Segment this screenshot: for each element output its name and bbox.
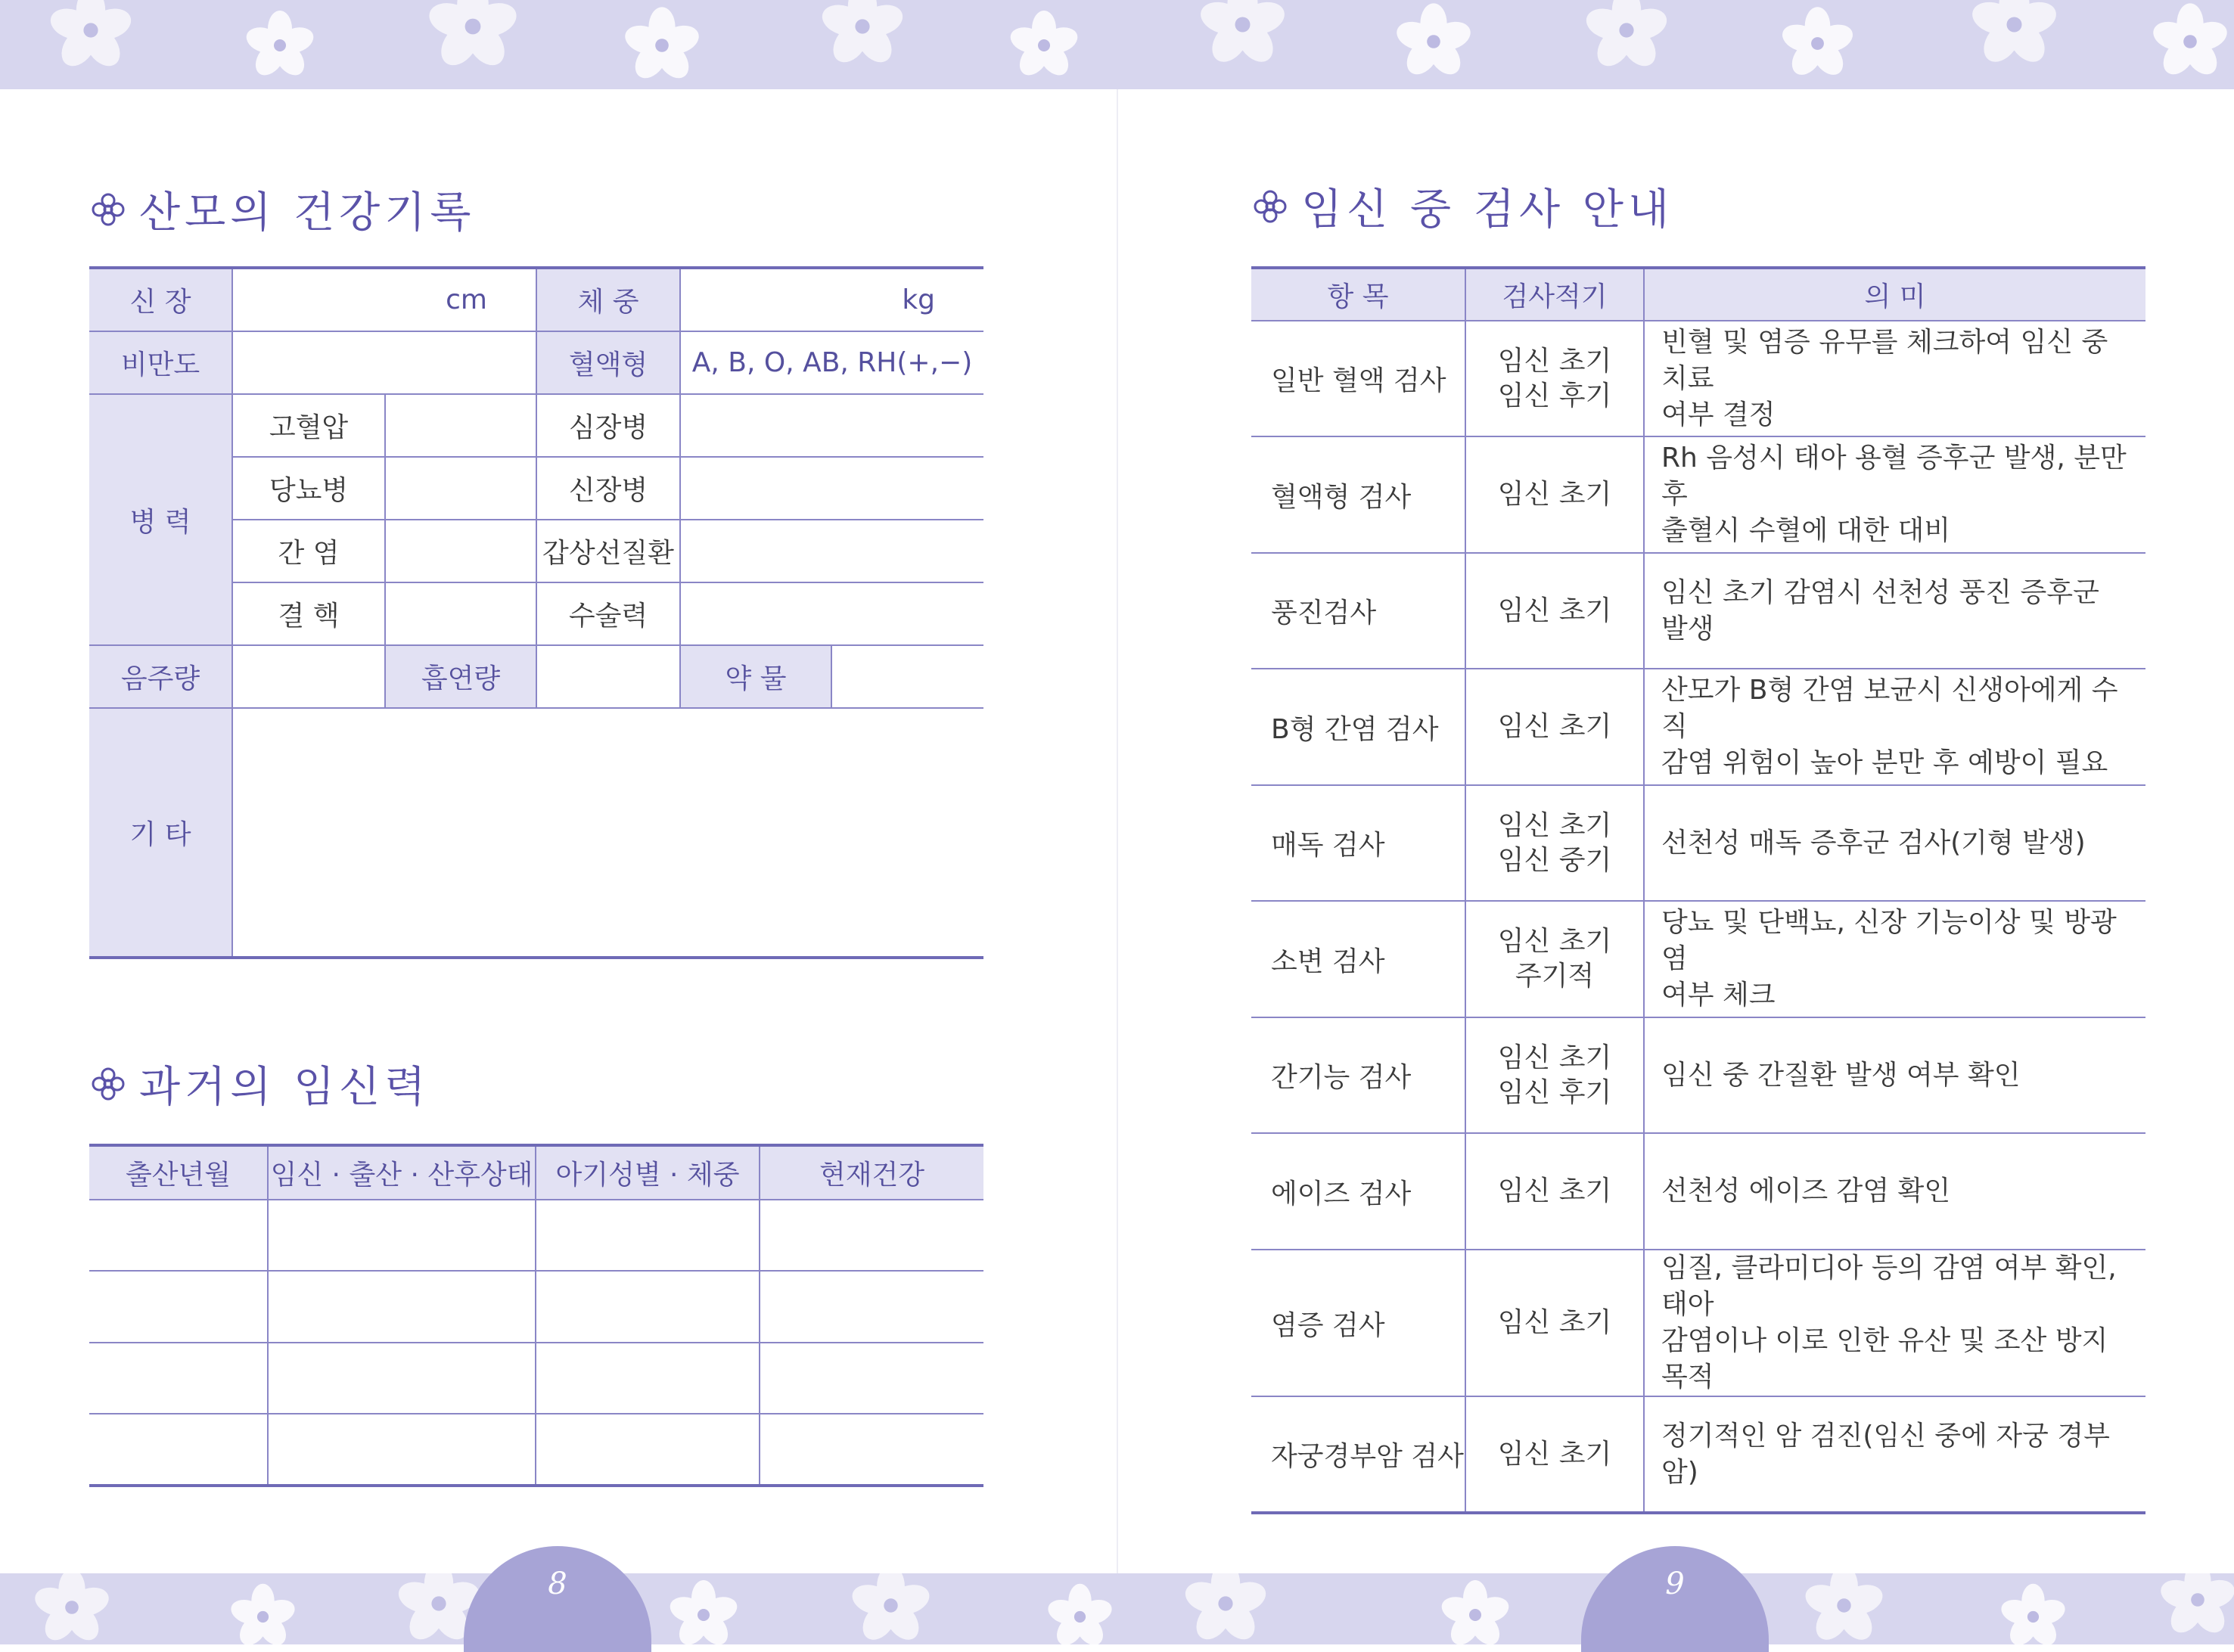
test-timing-line: 임신 초기 — [1497, 1438, 1612, 1470]
test-timing-line: 임신 후기 — [1497, 1076, 1612, 1108]
history-item: 신장병 — [536, 457, 680, 520]
page-number-left: 8 — [464, 1546, 651, 1652]
test-item: 일반 혈액 검사 — [1251, 321, 1465, 436]
history-item: 심장병 — [536, 394, 680, 457]
table-header-row — [1251, 268, 2145, 321]
obesity-value — [232, 331, 536, 394]
history-value — [680, 582, 983, 645]
floral-pattern — [2156, 1573, 2234, 1641]
test-timing — [1465, 1017, 1644, 1133]
table-row — [89, 1200, 983, 1271]
floral-pattern — [1801, 1573, 1888, 1644]
history-item: 갑상선질환 — [536, 520, 680, 582]
test-timing — [1465, 1250, 1644, 1396]
column-header: 검사적기 — [1465, 268, 1644, 321]
test-meaning-line: 여부 체크 — [1661, 980, 1776, 1011]
test-meaning — [1644, 785, 2145, 901]
floral-pattern — [242, 8, 318, 83]
floral-pattern — [817, 0, 908, 72]
smoking-label: 흡연량 — [385, 645, 536, 708]
past-pregnancy-title: 과거의 임신력 — [139, 1063, 430, 1112]
table-row — [1251, 901, 2145, 1017]
floral-pattern — [666, 1577, 741, 1644]
medication-label: 약 물 — [680, 645, 831, 708]
floral-pattern — [1044, 1581, 1116, 1644]
test-item: 풍진검사 — [1251, 553, 1465, 669]
test-item: 소변 검사 — [1251, 901, 1465, 1017]
test-meaning — [1644, 553, 2145, 669]
test-timing-line: 임신 초기 — [1497, 926, 1612, 957]
table-row — [1251, 1017, 2145, 1133]
test-timing-line: 임신 초기 — [1497, 809, 1612, 841]
test-meaning-line: 임신 중 간질환 발생 여부 확인 — [1661, 1059, 2021, 1091]
test-meaning-line: 선천성 매독 증후군 검사(기형 발생) — [1661, 827, 2086, 859]
test-timing — [1465, 553, 1644, 669]
floral-pattern — [1581, 0, 1672, 76]
smoking-value — [536, 645, 680, 708]
column-header: 의 미 — [1644, 268, 2145, 321]
history-value — [680, 394, 983, 457]
test-meaning-line: 빈혈 및 염증 유무를 체크하여 임신 중 치료 — [1661, 326, 2108, 394]
page-number-right: 9 — [1581, 1546, 1769, 1652]
top-floral-band — [0, 0, 2234, 89]
table-row — [89, 645, 983, 708]
book-spine — [1117, 89, 1118, 1573]
test-meaning — [1644, 321, 2145, 436]
test-meaning — [1644, 436, 2145, 553]
history-value — [385, 520, 536, 582]
floral-pattern — [847, 1573, 934, 1644]
table-row — [1251, 1396, 2145, 1513]
history-item: 간 염 — [232, 520, 385, 582]
history-item: 당뇨병 — [232, 457, 385, 520]
history-item: 고혈압 — [232, 394, 385, 457]
drinking-label: 음주량 — [89, 645, 232, 708]
floral-pattern — [1778, 4, 1857, 83]
test-guide-table — [1251, 266, 2145, 1514]
floral-pattern — [2149, 0, 2232, 83]
test-timing-line: 임신 초기 — [1497, 711, 1612, 742]
height-label: 신 장 — [89, 268, 232, 331]
floral-pattern — [227, 1581, 299, 1644]
history-item: 수술력 — [536, 582, 680, 645]
floral-pattern — [1437, 1577, 1513, 1644]
table-row — [1251, 436, 2145, 553]
floral-pattern — [1180, 1573, 1271, 1644]
bottom-floral-band — [0, 1573, 2234, 1644]
past-pregnancy-heading — [89, 1057, 430, 1110]
test-meaning-line: 감염 위험이 높아 분만 후 예방이 필요 — [1661, 747, 2108, 778]
column-header: 현재건강 — [760, 1145, 983, 1200]
test-meaning-line: 산모가 B형 간염 보균시 신생아에게 수직 — [1661, 675, 2118, 742]
table-header-row — [89, 1145, 983, 1200]
weight-label: 체 중 — [536, 268, 680, 331]
test-meaning-line: 정기적인 암 검진(임신 중에 자궁 경부암) — [1661, 1420, 2110, 1488]
test-item: B형 간염 검사 — [1251, 669, 1465, 785]
test-item: 간기능 검사 — [1251, 1017, 1465, 1133]
test-timing-line: 임신 초기 — [1497, 1175, 1612, 1206]
table-row — [1251, 785, 2145, 901]
health-record-title: 산모의 건강기록 — [139, 188, 476, 238]
column-header: 항 목 — [1251, 268, 1465, 321]
history-label: 병 력 — [89, 394, 232, 645]
test-meaning — [1644, 901, 2145, 1017]
floral-pattern — [30, 1573, 113, 1644]
test-meaning-line: 여부 결정 — [1661, 399, 1776, 430]
floral-pattern — [424, 0, 522, 76]
test-timing — [1465, 321, 1644, 436]
flower-bullet-icon — [89, 1065, 127, 1103]
test-timing — [1465, 669, 1644, 785]
table-row — [1251, 321, 2145, 436]
other-value — [232, 708, 983, 958]
column-header: 아기성별 · 체중 — [536, 1145, 760, 1200]
obesity-label: 비만도 — [89, 331, 232, 394]
test-timing-line: 임신 초기 — [1497, 1042, 1612, 1073]
test-meaning — [1644, 1017, 2145, 1133]
history-value — [385, 457, 536, 520]
test-timing — [1465, 436, 1644, 553]
table-row — [1251, 1133, 2145, 1250]
history-value — [680, 457, 983, 520]
medication-value — [831, 645, 983, 708]
history-item: 결 핵 — [232, 582, 385, 645]
history-value — [385, 394, 536, 457]
test-guide-heading — [1251, 180, 1673, 233]
test-timing — [1465, 785, 1644, 901]
table-row — [89, 1343, 983, 1414]
test-meaning — [1644, 669, 2145, 785]
floral-pattern — [1997, 1581, 2069, 1644]
history-value — [385, 582, 536, 645]
table-row — [1251, 1250, 2145, 1396]
floral-pattern — [620, 4, 704, 87]
test-meaning — [1644, 1133, 2145, 1250]
test-meaning — [1644, 1250, 2145, 1396]
test-timing-line: 임신 초기 — [1497, 479, 1612, 510]
test-timing-line: 임신 중기 — [1497, 844, 1612, 876]
test-item: 에이즈 검사 — [1251, 1133, 1465, 1250]
weight-unit: kg — [680, 268, 983, 331]
test-timing-line: 임신 초기 — [1497, 595, 1612, 626]
test-timing — [1465, 901, 1644, 1017]
test-timing-line: 임신 초기 — [1497, 345, 1612, 377]
table-row — [89, 708, 983, 958]
flower-bullet-icon — [89, 191, 127, 228]
test-timing — [1465, 1133, 1644, 1250]
test-item: 매독 검사 — [1251, 785, 1465, 901]
floral-pattern — [45, 0, 136, 76]
floral-pattern — [1006, 8, 1082, 83]
flower-bullet-icon — [1251, 188, 1289, 225]
height-unit: cm — [232, 268, 536, 331]
test-timing — [1465, 1396, 1644, 1513]
history-value — [680, 520, 983, 582]
table-row — [89, 331, 983, 394]
table-row — [1251, 553, 2145, 669]
test-timing-line: 임신 후기 — [1497, 380, 1612, 411]
table-row — [89, 268, 983, 331]
health-record-heading — [89, 183, 475, 236]
column-header: 출산년월 — [89, 1145, 268, 1200]
test-item: 혈액형 검사 — [1251, 436, 1465, 553]
column-header: 임신 · 출산 · 산후상태 — [268, 1145, 536, 1200]
other-label: 기 타 — [89, 708, 232, 958]
test-timing-line: 주기적 — [1515, 961, 1595, 992]
floral-pattern — [1392, 0, 1475, 83]
blood-type-label: 혈액형 — [536, 331, 680, 394]
test-item: 자궁경부암 검사 — [1251, 1396, 1465, 1513]
table-row — [89, 394, 983, 457]
table-row — [1251, 669, 2145, 785]
test-meaning — [1644, 1396, 2145, 1513]
test-item: 염증 검사 — [1251, 1250, 1465, 1396]
past-pregnancy-table — [89, 1144, 983, 1487]
test-guide-title: 임신 중 검사 안내 — [1301, 185, 1674, 234]
floral-pattern — [1967, 0, 2062, 72]
blood-type-options: A, B, O, AB, RH(+,−) — [680, 331, 983, 394]
test-meaning-line: 당뇨 및 단백뇨, 신장 기능이상 및 방광염 — [1661, 907, 2117, 974]
test-meaning-line: 선천성 에이즈 감염 확인 — [1661, 1175, 1951, 1206]
table-row — [89, 1414, 983, 1486]
health-record-table — [89, 266, 983, 959]
drinking-value — [232, 645, 385, 708]
test-meaning-line: 감염이나 이로 인한 유산 및 조산 방지목적 — [1661, 1325, 2108, 1393]
test-meaning-line: Rh 음성시 태아 용혈 증후군 발생, 분만 후 — [1661, 442, 2127, 510]
test-meaning-line: 임신 초기 감염시 선천성 풍진 증후군 발생 — [1661, 576, 2099, 644]
test-timing-line: 임신 초기 — [1497, 1307, 1612, 1338]
table-row — [89, 1271, 983, 1343]
test-meaning-line: 임질, 클라미디아 등의 감염 여부 확인, 태아 — [1661, 1253, 2117, 1320]
test-meaning-line: 출혈시 수혈에 대한 대비 — [1661, 515, 1951, 546]
floral-pattern — [1195, 0, 1290, 72]
